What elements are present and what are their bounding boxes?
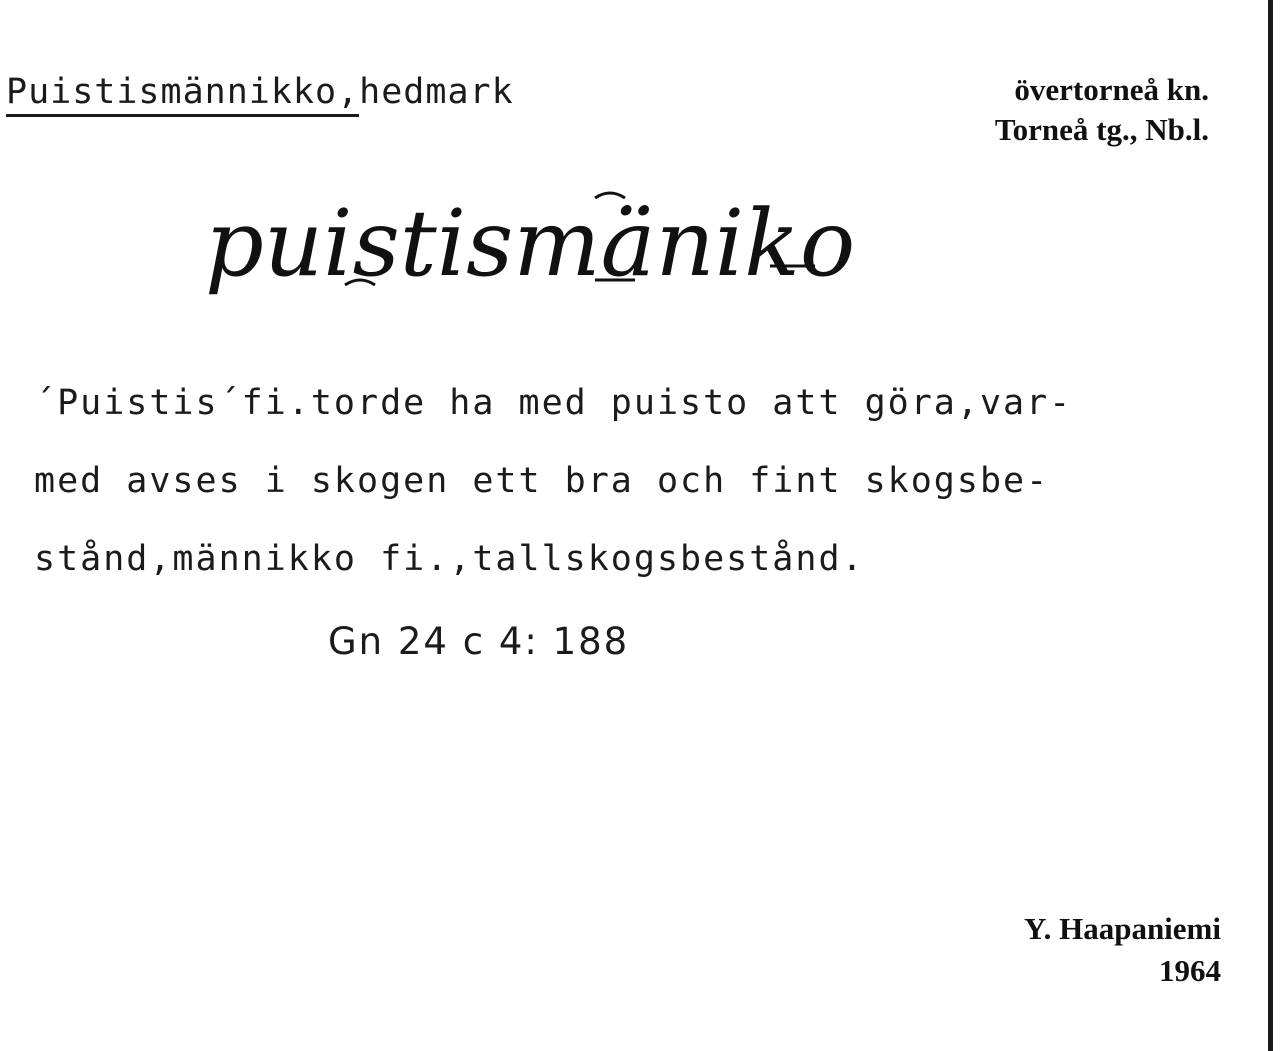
headword: Puistismännikko,: [6, 72, 359, 117]
description-line: med avses i skogen ett bra och fint skogsbe-: [34, 461, 1050, 501]
headword-suffix: hedmark: [359, 72, 514, 112]
archive-reference: Gn 24 c 4: 188: [328, 620, 630, 663]
collector-name: Y. Haapaniemi: [1024, 911, 1221, 946]
collection-year: 1964: [1159, 953, 1221, 988]
place-block: [995, 70, 1209, 150]
parish: övertorneå kn.: [1014, 72, 1209, 107]
district: Torneå tg., Nb.l.: [994, 112, 1209, 147]
handwritten-pronunciation: [195, 180, 915, 320]
headword-line: [6, 72, 514, 112]
description-line: ´Puistis´fi.torde ha med puisto att göra,var-: [34, 383, 1073, 423]
description-text: [34, 364, 1259, 598]
card-edge-line: [1268, 0, 1273, 1051]
signature-block: [1024, 908, 1221, 992]
description-line: stånd,männikko fi.,tallskogsbestånd.: [34, 539, 865, 579]
handwriting-svg: [195, 180, 915, 320]
handwritten-form: puistismäniko: [205, 190, 856, 297]
